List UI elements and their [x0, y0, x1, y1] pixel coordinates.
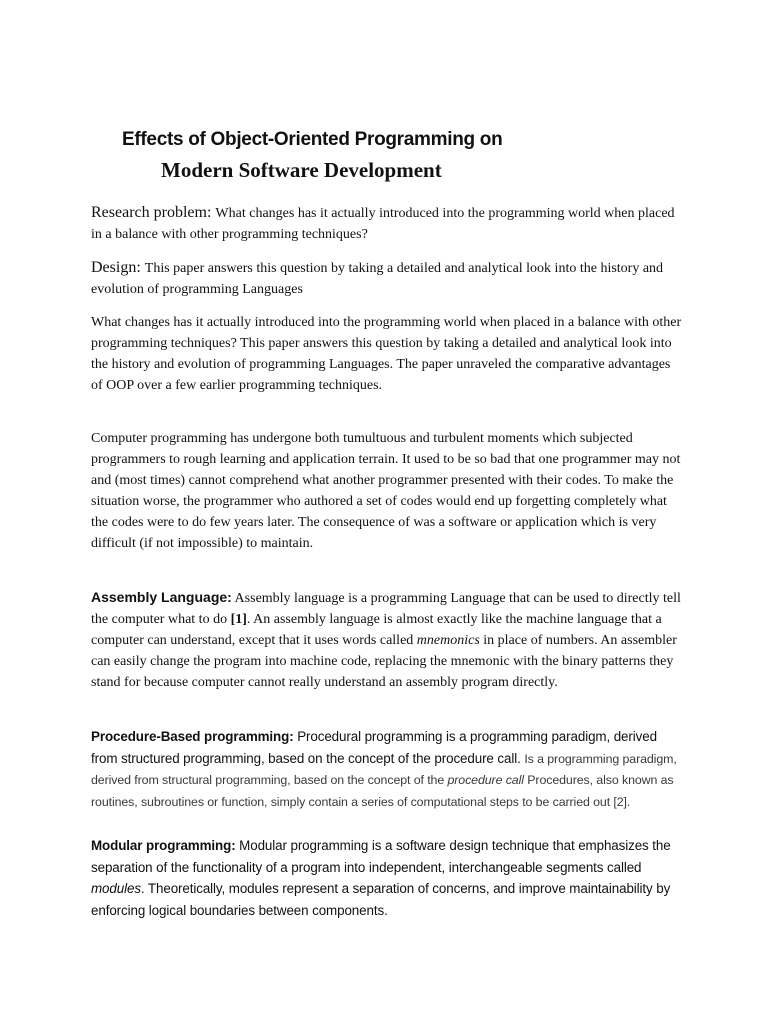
procedure-programming-paragraph	[91, 726, 683, 812]
assembly-language-paragraph	[91, 587, 683, 693]
title-line-1: Effects of Object-Oriented Programming on	[122, 129, 503, 150]
assembly-reference: [1]	[230, 612, 247, 627]
research-problem-text: What changes has it actually introduced into the programming world when placed in a balance with other programming techniques?	[91, 206, 675, 242]
assembly-language-label: Assembly Language:	[91, 589, 232, 605]
procedure-gray-text-a: Is a programming paradigm, derived from structural programming, based on the concept of the	[91, 751, 677, 787]
research-problem-separator: :	[206, 204, 216, 221]
assembly-text-c: in place of numbers. An assembler can easily change the program into machine code, replacing the mnemonic with the binary patterns they stand for because computer cannot really understand an assembly program directly.	[91, 633, 677, 690]
assembly-text-a: Assembly language is a programming Language that can be used to directly tell the computer what to do	[91, 591, 681, 627]
design-label: Design	[91, 259, 137, 276]
research-problem-paragraph	[91, 202, 683, 245]
intro-paragraph: What changes has it actually introduced into the programming world when placed in a balance with other programming techniques? This paper answers this question by taking a detailed and analytical look into the history and evolution of programming Languages. The paper unraveled the comparative advantages of OOP over a few earlier programming techniques.	[91, 315, 682, 393]
design-separator: :	[136, 259, 145, 276]
modular-italic-term: modules	[91, 881, 141, 896]
procedure-programming-label: Procedure-Based programming:	[91, 729, 294, 744]
procedure-gray-text-b: Procedures, also known as routines, subroutines or function, simply contain a series of computational steps to be carried out [2].	[91, 773, 674, 809]
procedure-text: Procedural programming is a programming paradigm, derived from structured programming, based on the concept of the procedure call.	[91, 729, 657, 766]
computer-programming-paragraph: Computer programming has undergone both tumultuous and turbulent moments which subjected programmers to rough learning and application terrain. It used to be so bad that one programmer may not and (most times) cannot comprehend what another programmer presented with their codes. To make the situation worse, the programmer who authored a set of codes would end up forgetting completely what the codes were to do few years later. The consequence of was a software or application which is very difficult (if not impossible) to maintain.	[91, 431, 681, 551]
modular-programming-label: Modular programming:	[91, 838, 236, 853]
design-text: This paper answers this question by taking a detailed and analytical look into the history and evolution of programming Languages	[91, 261, 664, 297]
modular-text-a: Modular programming is a software design technique that emphasizes the separation of the functionality of a program into independent, interchangeable segments called	[91, 838, 671, 875]
design-paragraph	[91, 257, 683, 300]
assembly-italic-term: mnemonics	[416, 633, 480, 648]
research-problem-label: Research problem	[91, 204, 207, 221]
modular-text-b: . Theoretically, modules represent a separation of concerns, and improve maintainability by enforcing logical boundaries between components.	[91, 881, 671, 918]
assembly-text-b: . An assembly language is almost exactly like the machine language that a computer can understand, except that it uses words called	[91, 612, 662, 648]
modular-programming-paragraph	[91, 835, 683, 921]
procedure-gray-italic: procedure call	[447, 773, 524, 787]
title-line-2: Modern Software Development	[161, 158, 442, 182]
